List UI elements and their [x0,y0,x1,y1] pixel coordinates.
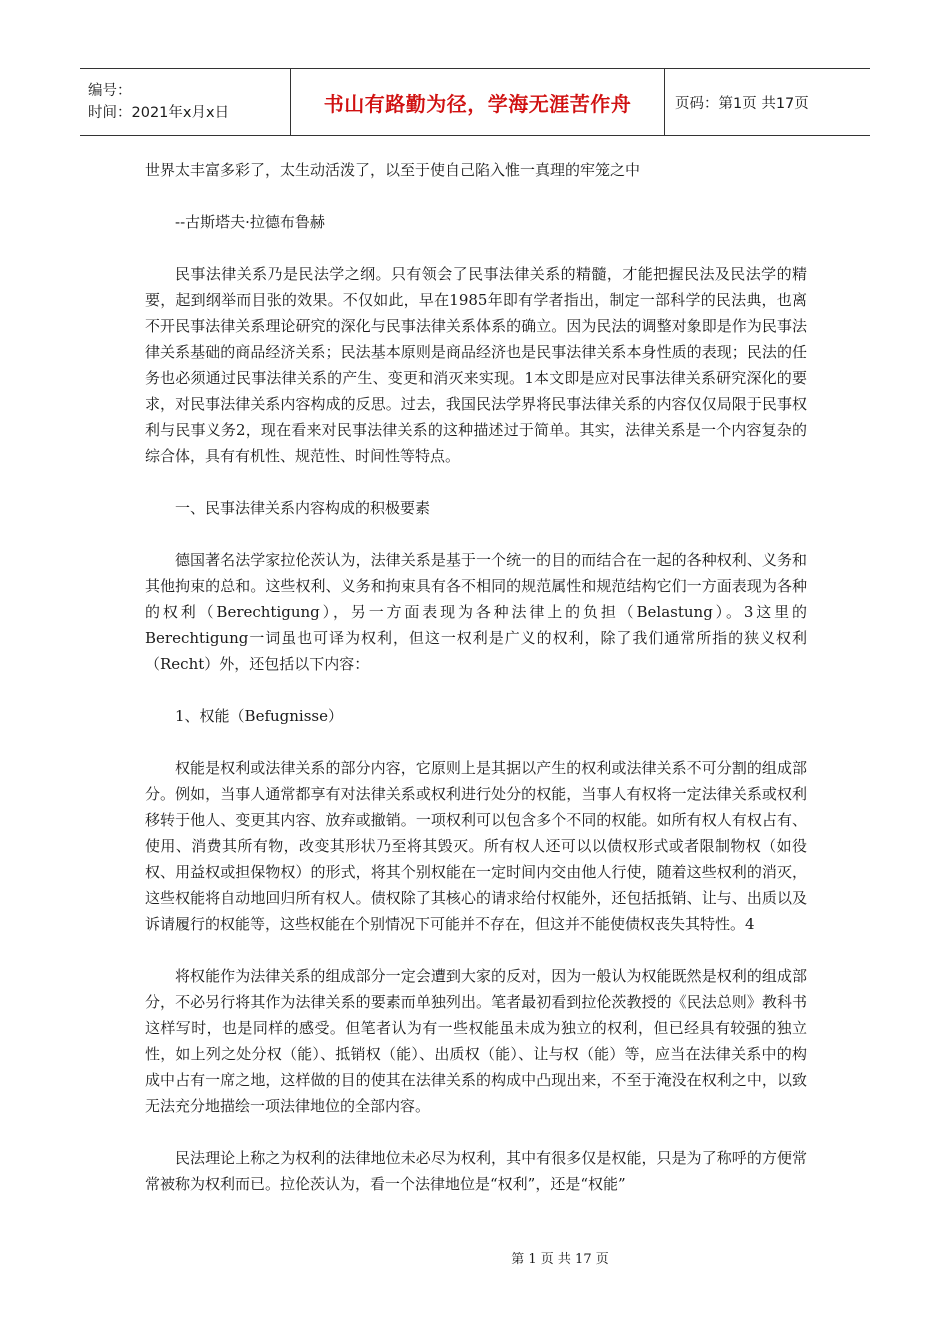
document-date-label: 时间：2021年x月x日 [88,105,230,121]
paragraph-theory: 民法理论上称之为权利的法律地位未必尽为权利，其中有很多仅是权能，只是为了称呼的方便常常被称为权利而已。拉伦茨认为，看一个法律地位是“权利”，还是“权能” [145,1149,807,1193]
page-footer [0,1248,950,1267]
footer-page-number: 第 1 页 共 17 页 [511,1252,609,1267]
epigraph-author: --古斯塔夫·拉德布鲁赫 [175,213,325,231]
document-body [145,157,807,1197]
document-header [80,68,870,136]
epigraph-quote: 世界太丰富多彩了，太生动活泼了，以至于使自己陷入惟一真理的牢笼之中 [145,161,641,179]
paragraph-objection: 将权能作为法律关系的组成部分一定会遭到大家的反对，因为一般认为权能既然是权利的组成部分，不必另行将其作为法律关系的要素而单独列出。笔者最初看到拉伦茨教授的《民法总则》教科书这样写时，也是同样的感受。但笔者认为有一些权能虽未成为独立的权利，但已经具有较强的独立性，如上列之处分权（能）、抵销权（能）、出质权（能）、让与权（能）等，应当在法律关系中的构成中占有一席之地，这样做的目的使其在法律关系的构成中凸现出来，不至于淹没在权利之中，以致无法充分地描绘一项法律地位的全部内容。 [145,967,807,1115]
section-heading-1: 一、民事法律关系内容构成的积极要素 [175,499,431,517]
paragraph-intro: 民事法律关系乃是民法学之纲。只有领会了民事法律关系的精髓，才能把握民法及民法学的精要，起到纲举而目张的效果。不仅如此，早在1985年即有学者指出，制定一部科学的民法典，也离不开民事法律关系理论研究的深化与民事法律关系体系的确立。因为民法的调整对象即是作为民事法律关系基础的商品经济关系；民法基本原则是商品经济也是民事法律关系本身性质的表现；民法的任务也必须通过民事法律关系的产生、变更和消灭来实现。1本文即是应对民事法律关系研究深化的要求，对民事法律关系内容构成的反思。过去，我国民法学界将民事法律关系的内容仅仅局限于民事权利与民事义务2，现在看来对民事法律关系的这种描述过于简单。其实，法律关系是一个内容复杂的综合体，具有有机性、规范性、时间性等特点。 [145,265,807,465]
header-page-label: 页码：第1页 共17页 [665,69,871,136]
paragraph-larenz: 德国著名法学家拉伦茨认为，法律关系是基于一个统一的目的而结合在一起的各种权利、义务和其他拘束的总和。这些权利、义务和拘束具有各不相同的规范属性和规范结构它们一方面表现为各种的权利（Berechtigung），另一方面表现为各种法律上的负担（Belastung）。3这里的Berechtigung一词虽也可译为权利，但这一权利是广义的权利，除了我们通常所指的狭义权利（Recht）外，还包括以下内容： [145,551,807,673]
header-motto: 书山有路勤为径，学海无涯苦作舟 [291,69,665,136]
subsection-heading-1: 1、权能（Befugnisse） [175,707,343,725]
header-meta-cell [80,69,291,136]
document-number-label: 编号： [88,83,132,99]
paragraph-befugnisse: 权能是权利或法律关系的部分内容，它原则上是其据以产生的权利或法律关系不可分割的组成部分。例如，当事人通常都享有对法律关系或权利进行处分的权能，当事人有权将一定法律关系或权利移转于他人、变更其内容、放弃或撤销。一项权利可以包含多个不同的权能。如所有权人有权占有、使用、消费其所有物，改变其形状乃至将其毁灭。所有权人还可以以债权形式或者限制物权（如役权、用益权或担保物权）的形式，将其个别权能在一定时间内交由他人行使，随着这些权利的消灭，这些权能将自动地回归所有权人。债权除了其核心的请求给付权能外，还包括抵销、让与、出质以及诉请履行的权能等，这些权能在个别情况下可能并不存在，但这并不能使债权丧失其特性。4 [145,759,807,933]
